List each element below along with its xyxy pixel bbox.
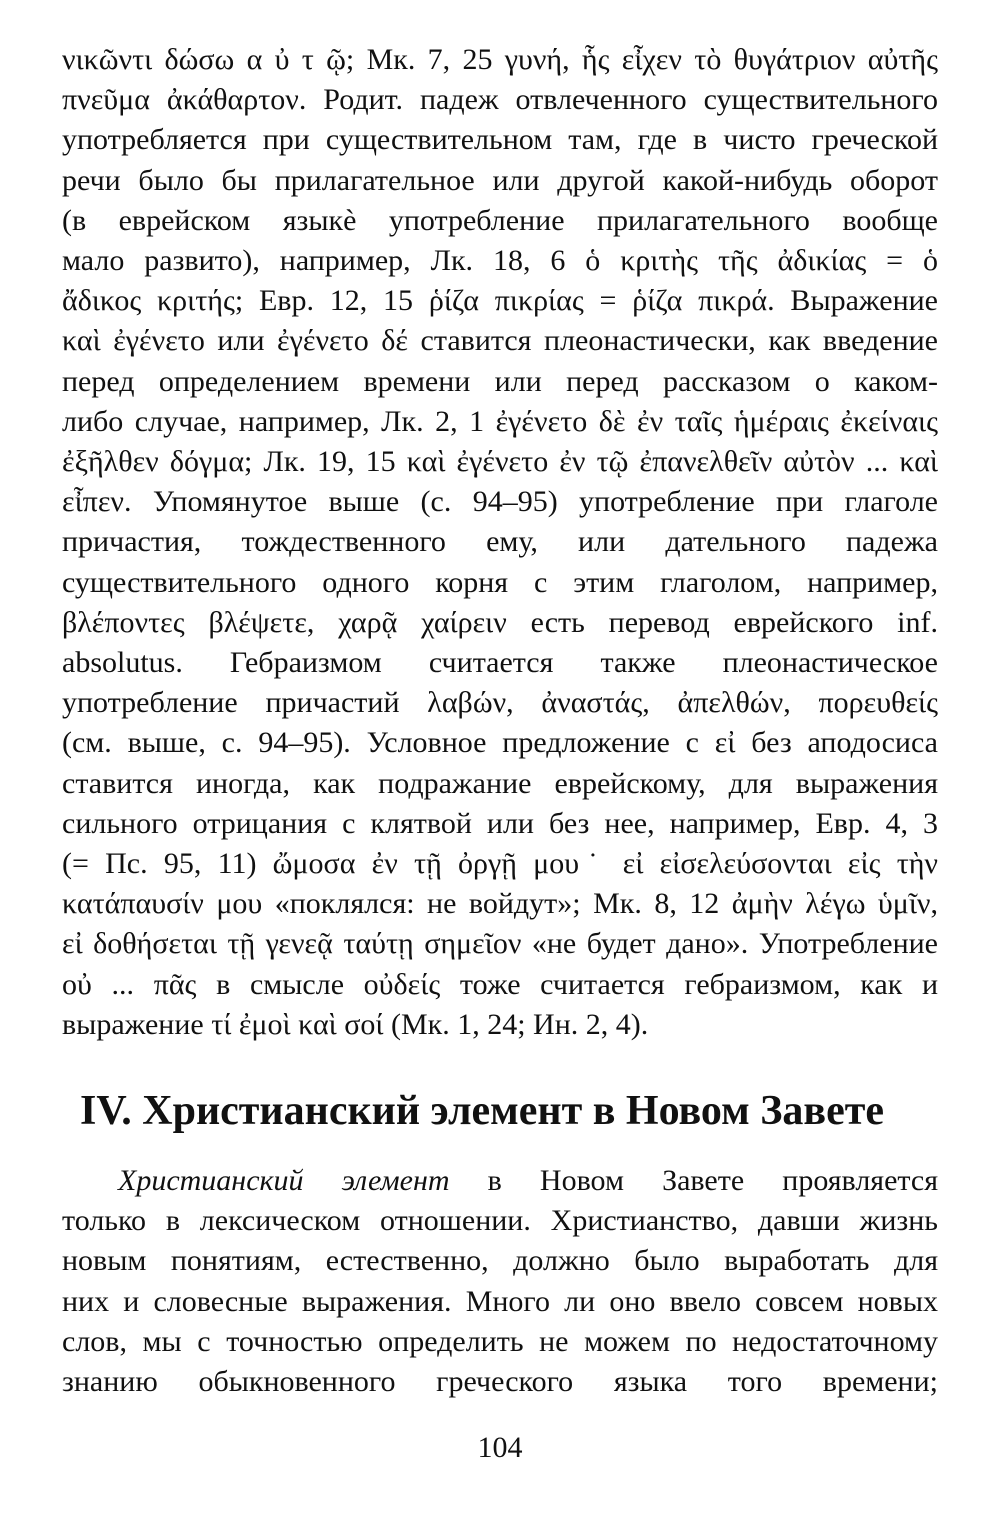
text-line: ἄδικος κριτής; Евр. 12, 15 ῥίζα πικρίας = ῥίζα πικρά. Выражение [62,284,938,318]
text-line: ставится иногда, как подражание еврейскому, для выражения [62,766,938,800]
italic-lead-term: Христианский элемент [118,1164,450,1197]
page-number: 104 [477,1431,523,1464]
section-heading: IV. Христианский элемент в Новом Завете [80,1088,885,1134]
text-line-first [62,1161,938,1201]
text-line: absolutus. Гебраизмом считается также плеонастическое [62,646,938,680]
text-line: знанию обыкновенного греческого языка того времени; [62,1365,938,1399]
paragraph-1-lines [62,40,938,1045]
body-paragraph-1 [62,40,938,1045]
text-line: (в еврейском языкѐ употребление прилагательного вообще [62,203,938,237]
text-line: νικῶντι δώσω α ὐ τ ῷ; Мк. 7, 25 γυνή, ἧς εἶχεν τὸ θυγάτριον αὐτῆς [62,43,938,76]
text-line: новым понятиям, естественно, должно было выработать для [62,1244,938,1278]
text-line: (см. выше, с. 94–95). Условное предложение с εἰ без аподосиса [62,726,938,760]
text-line: существительного одного корня с этим глаголом, например, [62,565,938,599]
text-line: εἶπεν. Упомянутое выше (с. 94–95) употребление при глаголе [62,485,938,519]
book-page [62,40,938,1480]
text-line: выражение τί ἐμοὶ καὶ σοί (Мк. 1, 24; Ин. 2, 4). [62,1007,649,1041]
text-line: них и словесные выражения. Много ли оно ввело совсем новых [62,1284,938,1318]
text-line: εἰ δοθήσεται τῇ γενεᾷ ταύτῃ σημεῖον «не будет дано». Употребление [62,927,938,961]
first-line-rest: в Новом Завете проявляется [449,1164,938,1197]
text-line: употребление причастий λαβών, ἀναστάς, ἀπελθών, πορευθείς [62,686,938,720]
text-line: πνεῦμα ἀκάθαρτον. Родит. падеж отвлеченного существительного [62,83,938,117]
text-line: ἐξῆλθεν δόγμα; Лк. 19, 15 καὶ ἐγένετο ἐν τῷ ἐπανελθεῖν αὐτὸν ... καὶ [62,445,938,479]
text-line: либо случае, например, Лк. 2, 1 ἐγένετο δὲ ἐν ταῖς ἡμέραις ἐκείναις [62,404,938,438]
text-line: κατάπαυσίν μου «поклялся: не войдут»; Мк. 8, 12 ἀμὴν λέγω ὑμῖν, [62,887,938,921]
text-line: сильного отрицания с клятвой или без нее, например, Евр. 4, 3 [62,806,938,840]
text-line: только в лексическом отношении. Христианство, давши жизнь [62,1204,938,1238]
text-line: речи было бы прилагательное или другой какой-нибудь оборот [62,163,938,197]
text-line: καὶ ἐγένετο или ἐγένετο δέ ставится плеонастически, как введение [62,324,938,358]
paragraph-2-lines [62,1161,938,1402]
text-line: причастия, тождественного ему, или дательного падежа [62,525,938,559]
body-paragraph-2 [62,1161,938,1402]
text-line: (= Пс. 95, 11) ὤμοσα ἐν τῇ ὀργῇ μου˙ εἰ εἰσελεύσονται εἰς τὴν [62,847,938,881]
text-line: βλέποντες βλέψετε, χαρᾷ χαίρειν есть перевод еврейского inf. [62,605,938,639]
text-line: слов, мы с точностью определить не можем по недостаточному [62,1324,938,1358]
text-line: οὐ ... πᾶς в смысле οὐδείς тоже считается гебраизмом, как и [62,967,938,1001]
text-line: мало развито), например, Лк. 18, 6 ὁ κριτὴς τῆς ἀδικίας = ὁ [62,244,938,278]
text-line: употребляется при существительном там, где в чисто греческой [62,123,938,157]
text-line: перед определением времени или перед рассказом о каком- [62,364,938,398]
